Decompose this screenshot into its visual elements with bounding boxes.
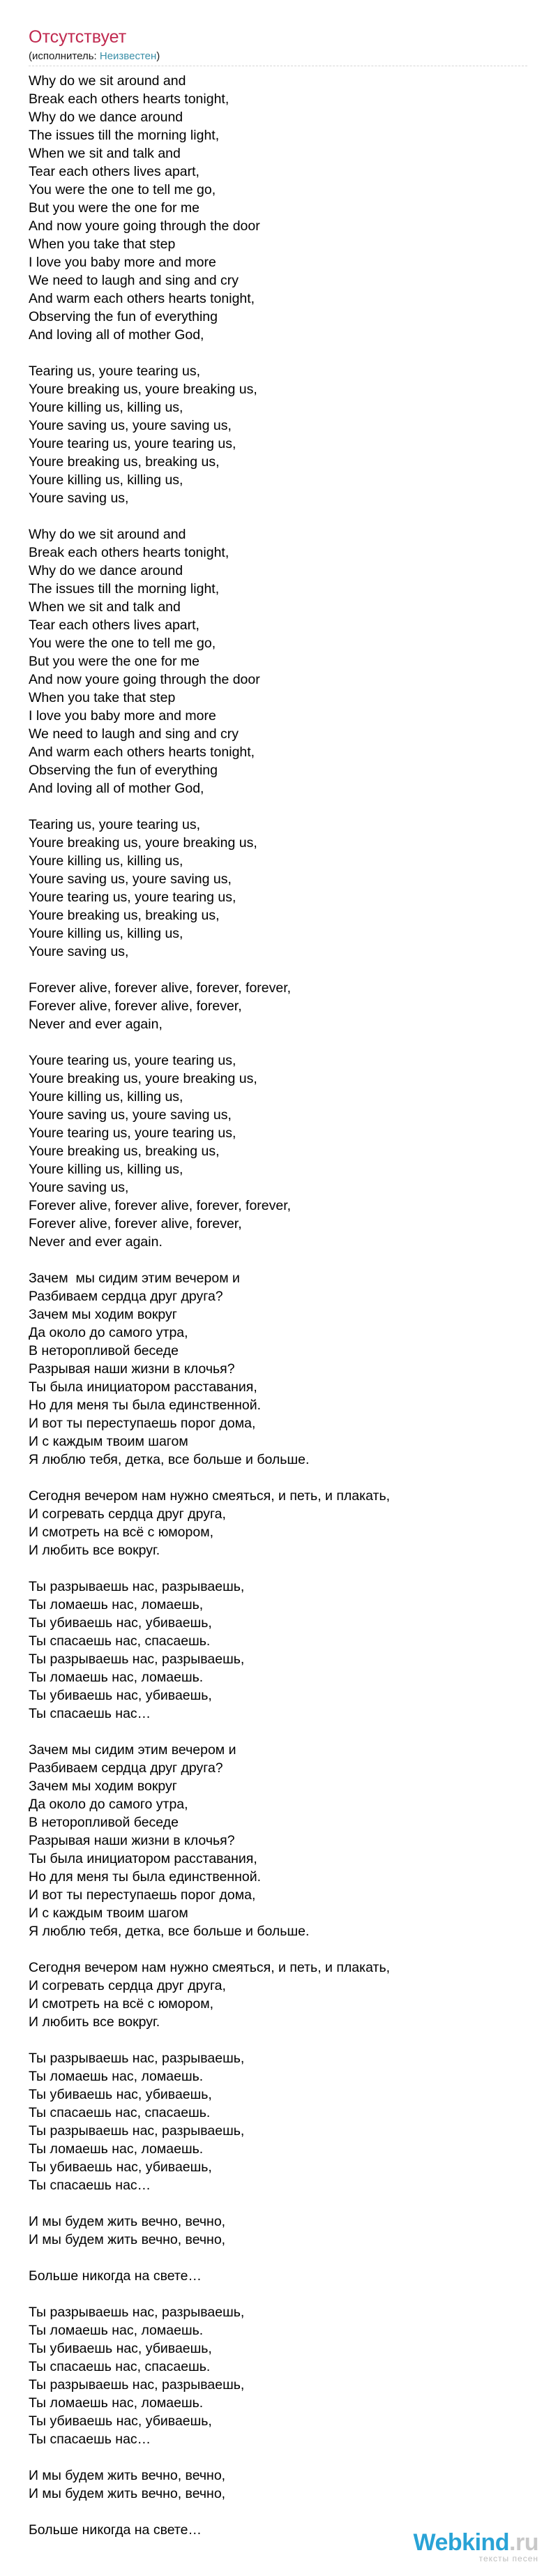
- lyric-line: Ты была инициатором расставания,: [29, 1851, 257, 1866]
- lyric-line: Youre saving us,: [29, 944, 129, 959]
- lyric-line: Зачем мы сидим этим вечером и: [29, 1742, 236, 1758]
- lyric-line: Ты убиваешь нас, убиваешь,: [29, 2413, 212, 2429]
- stanza-break: [29, 1033, 531, 1051]
- logo-tagline: тексты песен: [478, 2554, 538, 2563]
- lyric-line: Больше никогда на свете…: [29, 2522, 202, 2538]
- byline-suffix: ): [156, 50, 160, 62]
- lyric-line: Youre tearing us, youre tearing us,: [29, 1053, 236, 1068]
- lyric-line: Youre breaking us, breaking us,: [29, 1144, 220, 1159]
- stanza-break: [29, 961, 531, 979]
- lyric-line: И смотреть на всё с юмором,: [29, 1525, 214, 1540]
- lyric-line: Youre breaking us, breaking us,: [29, 908, 220, 923]
- lyric-line: Да около до самого утра,: [29, 1325, 188, 1340]
- lyric-line: И любить все вокруг.: [29, 2014, 160, 2030]
- lyric-line: And now youre going through the door: [29, 218, 260, 234]
- stanza-break: [29, 2194, 531, 2212]
- lyric-line: И согревать сердца друг друга,: [29, 1978, 226, 1993]
- lyric-line: Why do we sit around and: [29, 73, 186, 89]
- lyric-line: Ты ломаешь нас, ломаешь.: [29, 2069, 204, 2084]
- lyric-line: And warm each others hearts tonight,: [29, 291, 255, 306]
- lyric-line: Youre tearing us, youre tearing us,: [29, 436, 236, 451]
- lyric-line: Tearing us, youre tearing us,: [29, 817, 201, 832]
- lyric-line: Ты ломаешь нас, ломаешь.: [29, 1670, 204, 1685]
- lyric-line: Youre saving us,: [29, 491, 129, 506]
- lyric-line: And loving all of mother God,: [29, 781, 204, 796]
- lyric-line: Youre killing us, killing us,: [29, 926, 183, 941]
- lyric-line: The issues till the morning light,: [29, 581, 220, 597]
- lyric-line: Ты ломаешь нас, ломаешь,: [29, 1597, 204, 1612]
- lyric-line: Разрывая наши жизни в клочья?: [29, 1833, 235, 1848]
- lyric-line: Why do we sit around and: [29, 527, 186, 542]
- lyric-line: Never and ever again,: [29, 1017, 163, 1032]
- stanza-break: [29, 2031, 531, 2049]
- lyric-line: Да около до самого утра,: [29, 1797, 188, 1812]
- lyric-line: И с каждым твоим шагом: [29, 1905, 188, 1921]
- lyric-line: Youre tearing us, youre tearing us,: [29, 1125, 236, 1141]
- lyric-line: When you take that step: [29, 690, 176, 705]
- lyric-line: Youre saving us, youre saving us,: [29, 1107, 232, 1123]
- lyric-line: We need to laugh and sing and cry: [29, 726, 239, 742]
- song-title: Отсутствует: [29, 27, 127, 47]
- lyric-line: И мы будем жить вечно, вечно,: [29, 2468, 226, 2483]
- lyric-line: When we sit and talk and: [29, 146, 181, 161]
- lyric-line: Сегодня вечером нам нужно смеяться, и петь, и плакать,: [29, 1488, 391, 1504]
- lyric-line: Forever alive, forever alive, forever,: [29, 998, 242, 1014]
- lyric-line: And loving all of mother God,: [29, 327, 204, 343]
- lyric-line: Ты ломаешь нас, ломаешь.: [29, 2395, 204, 2411]
- lyric-line: Ты спасаешь нас, спасаешь.: [29, 2105, 211, 2120]
- byline-prefix: (исполнитель:: [29, 50, 100, 62]
- lyric-line: Ты убиваешь нас, убиваешь,: [29, 1688, 212, 1703]
- stanza-break: [29, 344, 531, 362]
- lyric-line: И с каждым твоим шагом: [29, 1434, 188, 1449]
- lyrics-text: [29, 72, 531, 2539]
- lyric-line: В неторопливой беседе: [29, 1815, 179, 1830]
- lyric-line: Зачем мы ходим вокруг: [29, 1779, 177, 1794]
- lyric-line: Youre saving us, youre saving us,: [29, 418, 232, 433]
- lyric-line: Youre saving us, youre saving us,: [29, 871, 232, 887]
- lyric-line: И мы будем жить вечно, вечно,: [29, 2486, 226, 2501]
- lyric-line: Youre killing us, killing us,: [29, 472, 183, 488]
- lyric-line: И мы будем жить вечно, вечно,: [29, 2232, 226, 2247]
- lyric-line: Ты убиваешь нас, убиваешь,: [29, 1615, 212, 1631]
- lyric-line: I love you baby more and more: [29, 255, 216, 270]
- lyric-line: Зачем мы ходим вокруг: [29, 1307, 177, 1322]
- lyric-line: Forever alive, forever alive, forever,: [29, 1216, 242, 1231]
- logo-name: Webkind: [413, 2529, 510, 2556]
- lyric-line: Ты разрываешь нас, разрываешь,: [29, 2123, 245, 2139]
- lyric-line: Больше никогда на свете…: [29, 2268, 202, 2284]
- logo-wordmark: [414, 2530, 539, 2555]
- lyric-line: И любить все вокруг.: [29, 1543, 160, 1558]
- stanza-break: [29, 1251, 531, 1269]
- lyric-line: Ты спасаешь нас…: [29, 2178, 151, 2193]
- lyric-line: Break each others hearts tonight,: [29, 91, 229, 107]
- lyric-line: Tearing us, youre tearing us,: [29, 364, 201, 379]
- lyric-line: I love you baby more and more: [29, 708, 216, 724]
- lyric-line: When you take that step: [29, 237, 176, 252]
- stanza-break: [29, 2503, 531, 2521]
- lyric-line: Ты убиваешь нас, убиваешь,: [29, 2087, 212, 2102]
- lyric-line: And warm each others hearts tonight,: [29, 744, 255, 760]
- lyric-line: Youre breaking us, youre breaking us,: [29, 382, 257, 397]
- lyric-line: When we sit and talk and: [29, 599, 181, 615]
- lyric-line: Разбиваем сердца друг друга?: [29, 1760, 223, 1776]
- lyric-line: Never and ever again.: [29, 1234, 163, 1250]
- lyric-line: Зачем мы сидим этим вечером и: [29, 1271, 240, 1286]
- lyric-line: Youre breaking us, youre breaking us,: [29, 835, 257, 851]
- lyric-line: Why do we dance around: [29, 110, 183, 125]
- lyric-line: Ты разрываешь нас, разрываешь,: [29, 1579, 245, 1594]
- lyric-line: И согревать сердца друг друга,: [29, 1506, 226, 1522]
- lyric-line: Но для меня ты была единственной.: [29, 1869, 262, 1885]
- lyric-line: Youre saving us,: [29, 1180, 129, 1195]
- lyric-line: But you were the one for me: [29, 200, 199, 216]
- lyric-line: Ты разрываешь нас, разрываешь,: [29, 2305, 245, 2320]
- lyric-line: И вот ты переступаешь порог дома,: [29, 1416, 256, 1431]
- stanza-break: [29, 2448, 531, 2466]
- lyric-line: Разбиваем сердца друг друга?: [29, 1289, 223, 1304]
- artist-link[interactable]: Неизвестен: [99, 50, 157, 62]
- lyric-line: Я люблю тебя, детка, все больше и больше.: [29, 1924, 310, 1939]
- stanza-break: [29, 2285, 531, 2303]
- lyric-line: Observing the fun of everything: [29, 763, 218, 778]
- lyric-line: Youre breaking us, youre breaking us,: [29, 1071, 257, 1086]
- lyric-line: Ты спасаешь нас…: [29, 1706, 151, 1721]
- lyric-line: Forever alive, forever alive, forever, forever,: [29, 980, 292, 996]
- lyric-line: Youre tearing us, youre tearing us,: [29, 890, 236, 905]
- lyric-line: Youre killing us, killing us,: [29, 1162, 183, 1177]
- lyric-line: Youre killing us, killing us,: [29, 1089, 183, 1104]
- lyric-line: Ты была инициатором расставания,: [29, 1379, 257, 1395]
- lyric-line: Tear each others lives apart,: [29, 164, 199, 179]
- lyric-line: And now youre going through the door: [29, 672, 260, 687]
- lyric-line: Ты разрываешь нас, разрываешь,: [29, 2377, 245, 2392]
- lyric-line: Ты спасаешь нас, спасаешь.: [29, 1633, 211, 1649]
- lyric-line: Observing the fun of everything: [29, 309, 218, 324]
- lyric-line: Youre killing us, killing us,: [29, 853, 183, 869]
- site-logo[interactable]: [414, 2530, 539, 2563]
- lyric-line: Я люблю тебя, детка, все больше и больше.: [29, 1452, 310, 1467]
- lyric-line: You were the one to tell me go,: [29, 636, 216, 651]
- stanza-break: [29, 507, 531, 525]
- lyric-line: Ты спасаешь нас…: [29, 2432, 151, 2447]
- lyric-line: В неторопливой беседе: [29, 1343, 179, 1358]
- artist-byline: [29, 50, 160, 63]
- lyric-line: Youre killing us, killing us,: [29, 400, 183, 415]
- stanza-break: [29, 1469, 531, 1487]
- lyric-line: The issues till the morning light,: [29, 128, 220, 143]
- stanza-break: [29, 797, 531, 816]
- lyric-line: Youre breaking us, breaking us,: [29, 454, 220, 470]
- lyric-line: Forever alive, forever alive, forever, forever,: [29, 1198, 292, 1213]
- lyric-line: Tear each others lives apart,: [29, 617, 199, 633]
- stanza-break: [29, 1723, 531, 1741]
- stanza-break: [29, 2249, 531, 2267]
- lyric-line: Ты ломаешь нас, ломаешь.: [29, 2323, 204, 2338]
- stanza-break: [29, 1559, 531, 1578]
- lyric-line: И вот ты переступаешь порог дома,: [29, 1887, 256, 1903]
- lyric-line: Ты ломаешь нас, ломаешь.: [29, 2141, 204, 2157]
- lyric-line: Ты разрываешь нас, разрываешь,: [29, 1652, 245, 1667]
- lyric-line: You were the one to tell me go,: [29, 182, 216, 197]
- lyric-line: Ты разрываешь нас, разрываешь,: [29, 2051, 245, 2066]
- lyric-line: Ты убиваешь нас, убиваешь,: [29, 2159, 212, 2175]
- stanza-break: [29, 1940, 531, 1959]
- lyric-line: Ты спасаешь нас, спасаешь.: [29, 2359, 211, 2374]
- logo-tld: .ru: [509, 2529, 538, 2556]
- lyric-line: We need to laugh and sing and cry: [29, 273, 239, 288]
- lyric-line: И мы будем жить вечно, вечно,: [29, 2214, 226, 2229]
- lyric-line: И смотреть на всё с юмором,: [29, 1996, 214, 2012]
- lyric-line: Break each others hearts tonight,: [29, 545, 229, 560]
- lyric-line: But you were the one for me: [29, 654, 199, 669]
- lyric-line: Ты убиваешь нас, убиваешь,: [29, 2341, 212, 2356]
- lyric-line: Why do we dance around: [29, 563, 183, 578]
- lyric-line: Но для меня ты была единственной.: [29, 1398, 262, 1413]
- lyric-line: Разрывая наши жизни в клочья?: [29, 1361, 235, 1377]
- lyric-line: Сегодня вечером нам нужно смеяться, и петь, и плакать,: [29, 1960, 391, 1975]
